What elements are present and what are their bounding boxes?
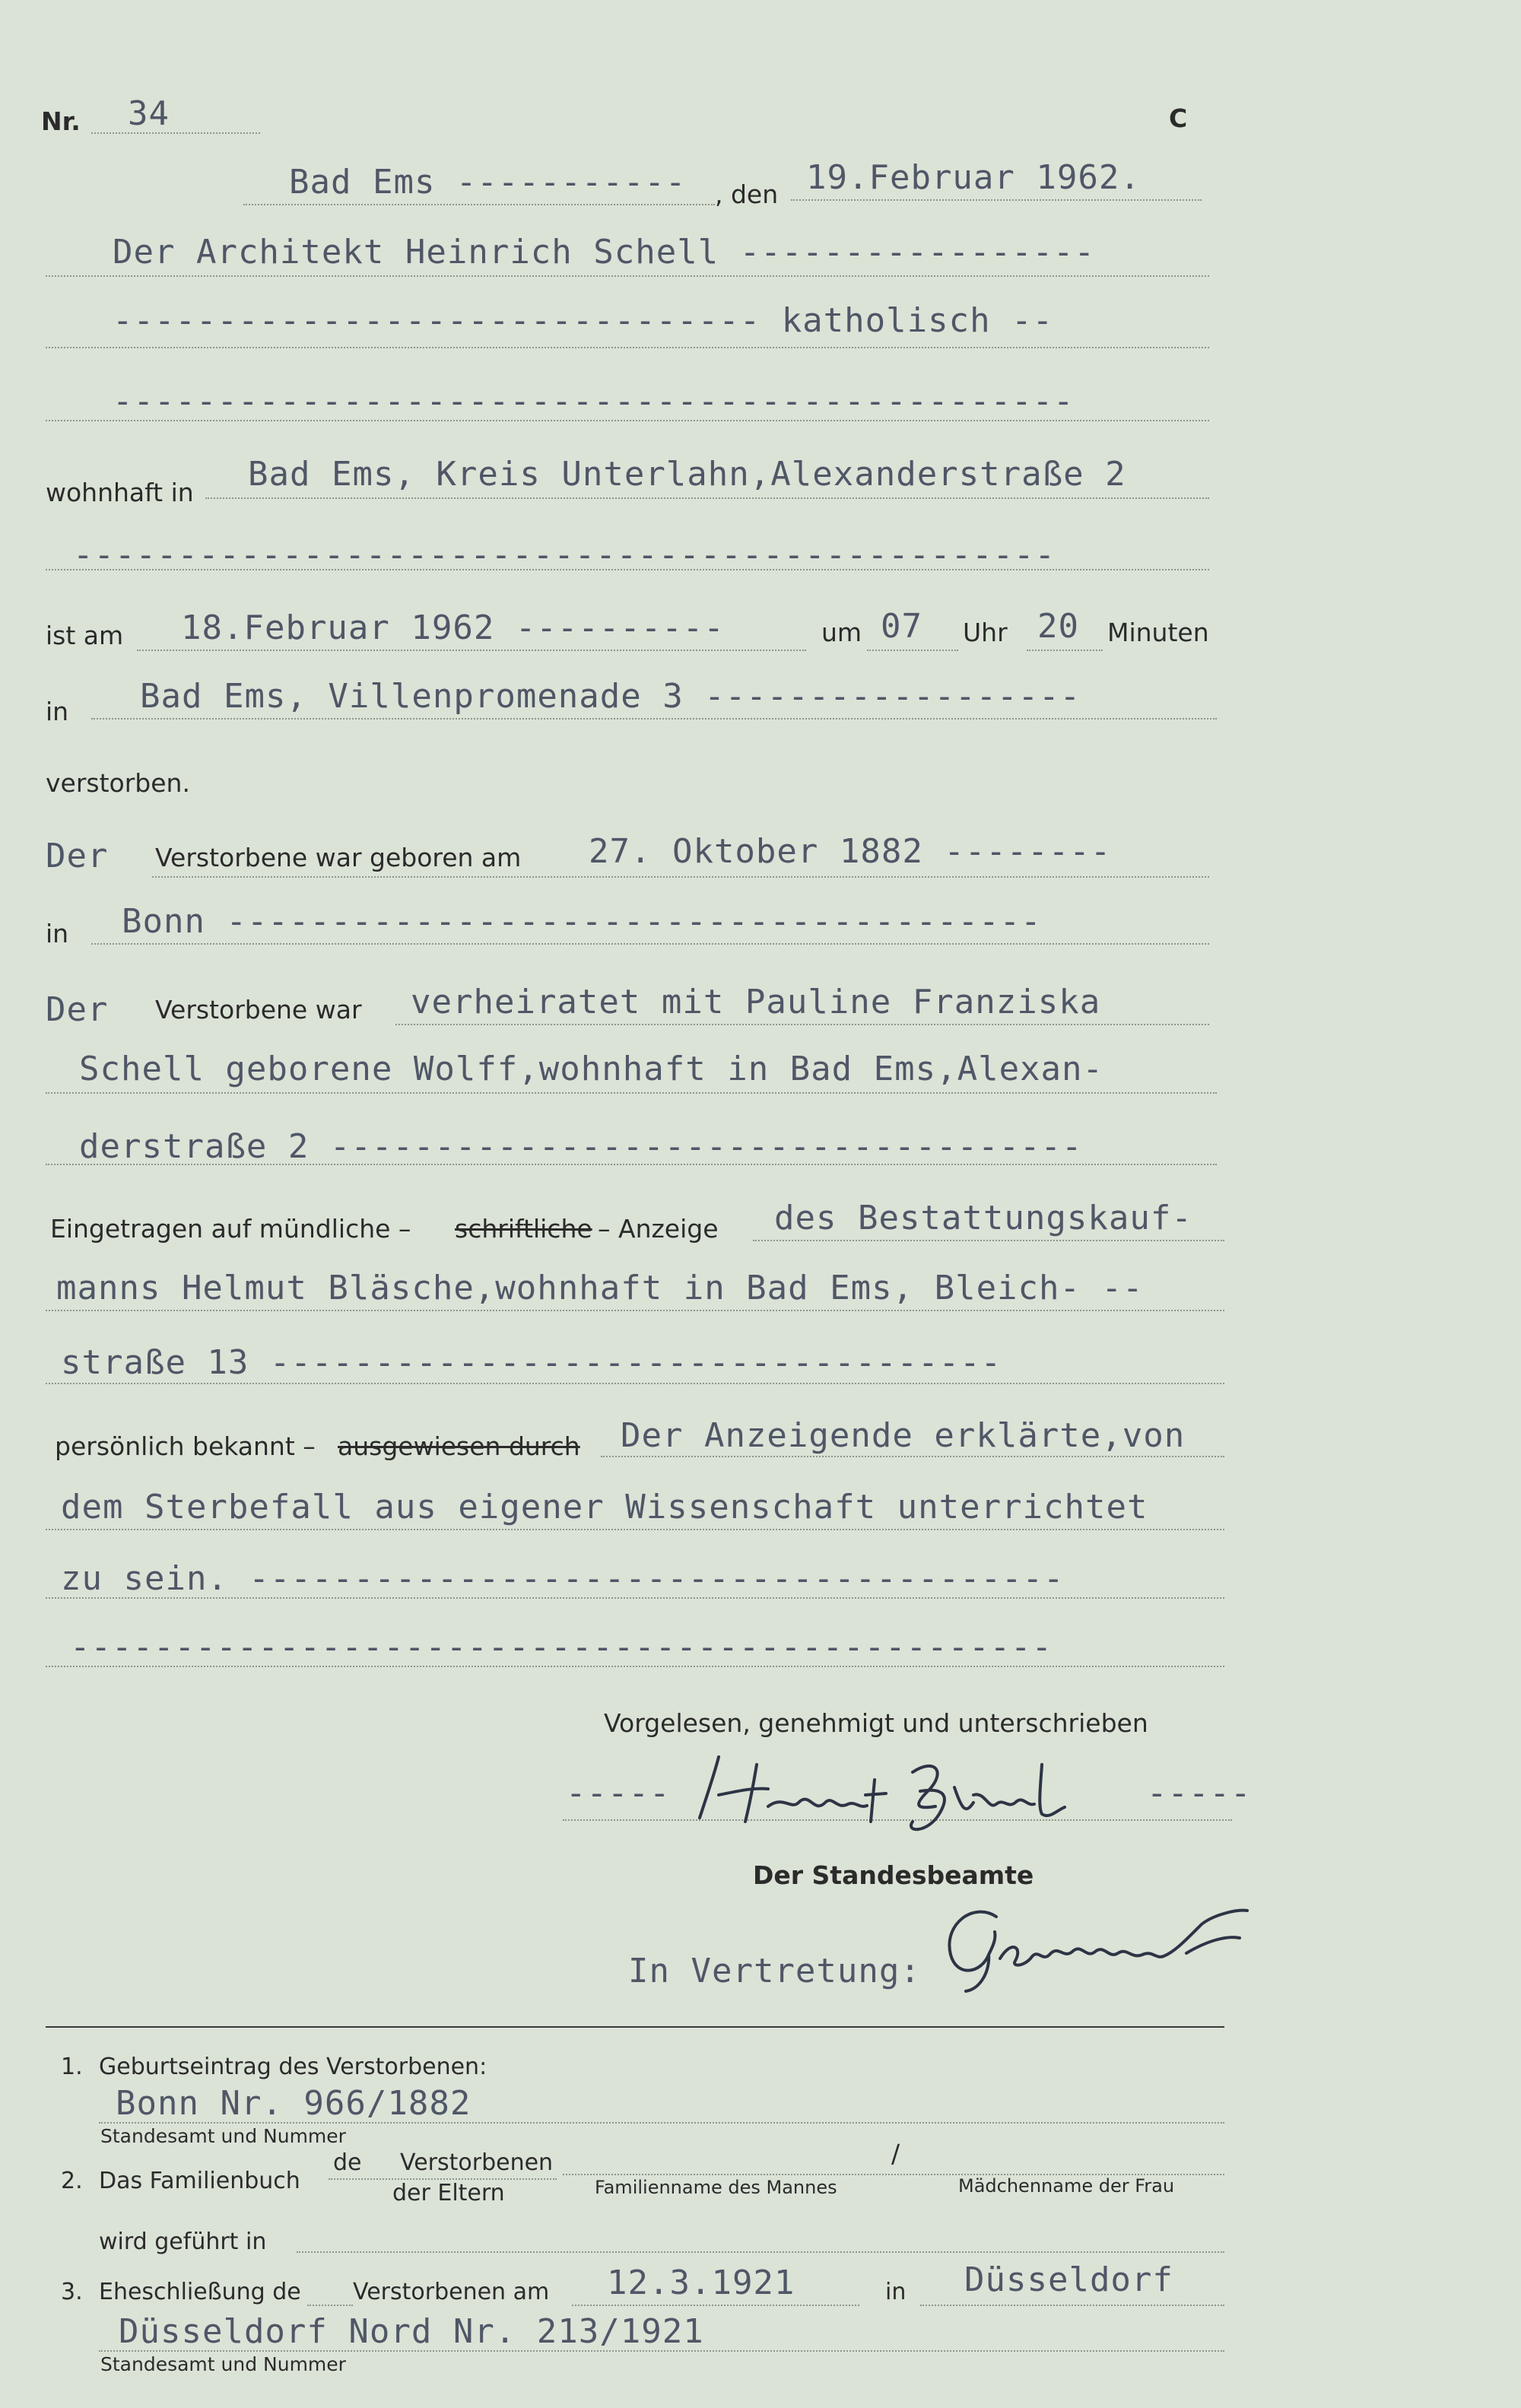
date-field: 19.Februar 1962.: [806, 158, 1141, 197]
death-date-label: ist am: [46, 621, 124, 650]
informant-signature: [684, 1749, 1110, 1841]
item2-kept-label: wird geführt in: [99, 2229, 267, 2255]
death-date-value: 18.Februar 1962 ----------: [181, 608, 725, 647]
signature-dashes-left: -----: [566, 1774, 671, 1812]
marital-rule-1: [395, 1024, 1209, 1025]
item2-kept-rule: [297, 2251, 1224, 2253]
marital-label: Verstorbene war: [155, 995, 362, 1025]
nr-label: Nr.: [41, 106, 81, 136]
place-field: Bad Ems -----------: [289, 163, 687, 202]
item3-value: Düsseldorf Nord Nr. 213/1921: [119, 2312, 704, 2351]
birth-place-value: Bonn ---------------------------------------: [122, 902, 1042, 941]
item3-label: Eheschließung de: [99, 2279, 301, 2305]
registration-rule-3: [46, 1383, 1224, 1384]
item1-label: Geburtseintrag des Verstorbenen:: [99, 2054, 487, 2080]
marital-line-1: verheiratet mit Pauline Franziska: [411, 983, 1101, 1021]
person-line-1: Der Architekt Heinrich Schell -----------------: [113, 233, 1096, 272]
birth-label: Verstorbene war geboren am: [155, 843, 522, 872]
item1-number: 1.: [61, 2054, 83, 2080]
verstorben-label: verstorben.: [46, 768, 190, 798]
person-rule-2: [46, 347, 1209, 348]
item2-wife-caption: Mädchenname der Frau: [958, 2175, 1175, 2197]
death-hour: 07: [881, 607, 922, 646]
death-minutes: 20: [1037, 607, 1079, 646]
registration-rule-1: [753, 1240, 1224, 1241]
registration-label-a: Eingetragen auf mündliche –: [50, 1214, 411, 1244]
death-place-label: in: [46, 697, 69, 726]
marital-rule-2: [46, 1092, 1217, 1094]
death-minutes-rule: [1027, 650, 1103, 651]
person-rule-1: [46, 275, 1209, 277]
signature-dashes-right: -----: [1147, 1774, 1252, 1812]
item2-slash: /: [891, 2139, 900, 2168]
marital-line-2: Schell geborene Wolff,wohnhaft in Bad Ems,Alexan-: [79, 1050, 1104, 1088]
item3-place-rule: [920, 2305, 1224, 2306]
residence-line-2: -----------------------------------------------: [73, 535, 1056, 574]
date-line: [791, 199, 1202, 201]
identity-rule-1: [601, 1456, 1224, 1457]
identity-label-a: persönlich bekannt –: [55, 1431, 316, 1461]
identity-rule-3: [46, 1597, 1224, 1599]
person-line-3: ----------------------------------------------: [113, 382, 1075, 421]
birth-der: Der: [46, 837, 109, 875]
item1-value: Bonn Nr. 966/1882: [116, 2084, 472, 2123]
item3-date: 12.3.1921: [607, 2263, 795, 2302]
birth-date-rule: [152, 876, 1209, 878]
marital-rule-3: [46, 1164, 1217, 1165]
item2-number: 2.: [61, 2168, 83, 2194]
deputy-label: In Vertretung:: [628, 1952, 921, 1990]
item2-option-deceased: Verstorbenen: [400, 2149, 554, 2176]
person-rule-3: [46, 420, 1209, 421]
residence-rule-2: [46, 569, 1209, 570]
death-hour-rule: [867, 650, 958, 651]
marital-der: Der: [46, 990, 109, 1029]
registration-line-1: des Bestattungskauf-: [774, 1199, 1192, 1237]
identity-line-4: -----------------------------------------------: [70, 1628, 1053, 1666]
read-approved-label: Vorgelesen, genehmigt und unterschrieben: [604, 1708, 1148, 1738]
item3-de-rule: [307, 2305, 353, 2306]
death-place-rule: [91, 718, 1217, 720]
registrar-label: Der Standesbeamte: [753, 1860, 1034, 1890]
identity-rule-4: [46, 1666, 1224, 1667]
form-letter: C: [1169, 103, 1188, 133]
item3-caption: Standesamt und Nummer: [100, 2353, 346, 2375]
minuten-label: Minuten: [1107, 618, 1209, 647]
item3-deceased-label: Verstorbenen am: [353, 2279, 550, 2305]
um-label: um: [821, 618, 862, 647]
footer-divider: [46, 2026, 1224, 2028]
nr-line: [91, 132, 260, 134]
nr-value: 34: [128, 94, 170, 133]
residence-label: wohnhaft in: [46, 478, 194, 507]
registration-rule-2: [46, 1310, 1224, 1311]
item3-place: Düsseldorf: [964, 2260, 1173, 2299]
item3-rule: [99, 2350, 1224, 2352]
registration-line-3: straße 13 -----------------------------------: [61, 1343, 1002, 1382]
birth-date-value: 27. Oktober 1882 --------: [589, 832, 1112, 871]
identity-line-1: Der Anzeigende erklärte,von: [621, 1416, 1186, 1455]
person-line-2: ------------------------------- katholisch --: [113, 301, 1054, 340]
item2-de: de: [333, 2149, 362, 2176]
uhr-label: Uhr: [963, 618, 1008, 647]
den-label: , den: [715, 179, 779, 209]
item2-label: Das Familienbuch: [99, 2168, 300, 2194]
registration-line-2: manns Helmut Bläsche,wohnhaft in Bad Ems, Bleich- --: [56, 1269, 1144, 1307]
identity-line-2: dem Sterbefall aus eigener Wissenschaft unterrichtet: [61, 1488, 1148, 1526]
birth-place-label: in: [46, 919, 69, 948]
registration-label-b: – Anzeige: [598, 1214, 719, 1244]
registrar-signature: [935, 1894, 1255, 2000]
death-date-rule: [137, 650, 806, 651]
item2-option-parents: der Eltern: [392, 2180, 505, 2206]
registration-label-struck: schriftliche: [455, 1214, 592, 1244]
residence-value: Bad Ems, Kreis Unterlahn,Alexanderstraße 2: [248, 455, 1126, 494]
marital-line-3: derstraße 2 ------------------------------------: [79, 1127, 1083, 1166]
item1-rule: [99, 2122, 1224, 2124]
item2-husband-caption: Familienname des Mannes: [595, 2177, 837, 2198]
identity-label-struck: ausgewiesen durch: [338, 1431, 580, 1461]
item3-in-label: in: [885, 2279, 907, 2305]
death-place-value: Bad Ems, Villenpromenade 3 ------------------: [140, 677, 1081, 716]
identity-rule-2: [46, 1529, 1224, 1530]
identity-line-3: zu sein. ---------------------------------------: [61, 1559, 1065, 1598]
birth-place-rule: [91, 943, 1209, 945]
item1-caption: Standesamt und Nummer: [100, 2125, 346, 2147]
item3-date-rule: [572, 2305, 859, 2306]
place-line: [243, 204, 715, 205]
item3-number: 3.: [61, 2279, 83, 2305]
residence-rule-1: [205, 497, 1209, 499]
